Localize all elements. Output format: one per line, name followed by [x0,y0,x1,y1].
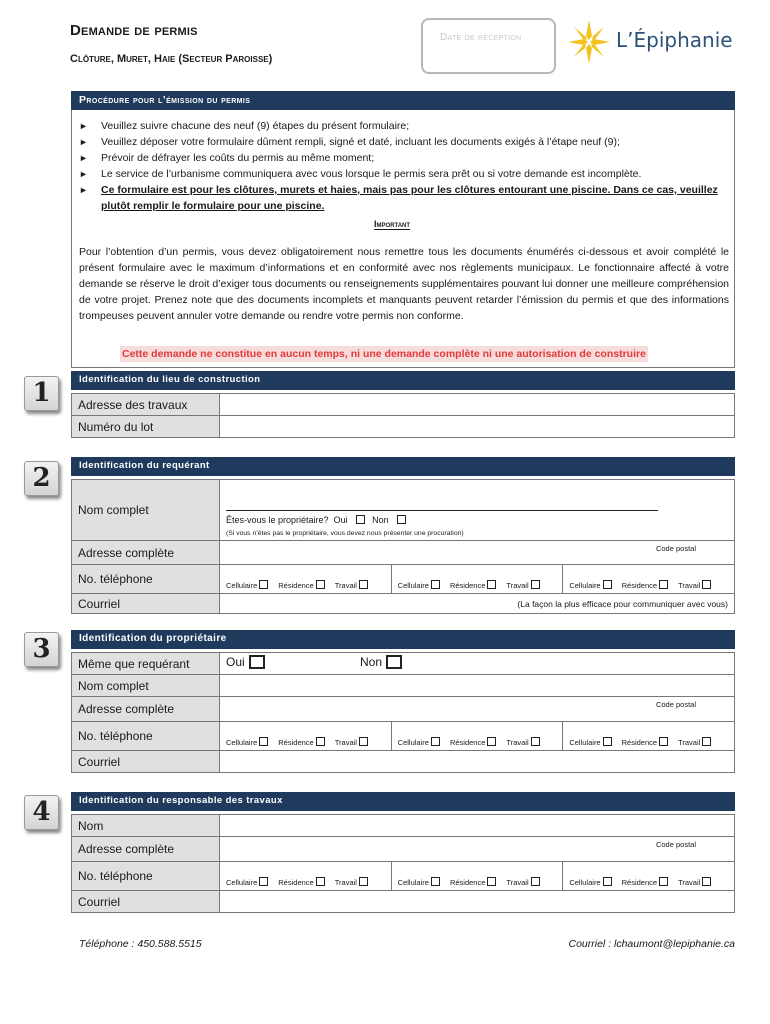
home-checkbox[interactable] [316,737,325,746]
arrow-bullet-icon: ► [79,153,88,163]
lot-number-field[interactable] [220,416,735,438]
step-number-2: 2 [24,461,59,496]
work-checkbox[interactable] [531,877,540,886]
home-checkbox[interactable] [487,737,496,746]
reception-date-box: Date de réception [421,18,556,74]
same-no-checkbox[interactable] [386,655,402,669]
arrow-bullet-icon: ► [79,121,88,131]
owner-question: Êtes-vous le propriétaire? Oui Non [226,515,406,525]
list-item: ► Veuillez déposer votre formulaire dûment rempli, signé et daté, incluant les documents exigés à l’étape neuf (9); [79,136,620,148]
section1-table [71,393,735,438]
cell-checkbox[interactable] [603,737,612,746]
list-item: ► Le service de l’urbanisme communiquera avec vous lorsque le permis sera prêt ou si votre demande est incomplète. [79,168,642,180]
owner-email-field[interactable] [220,751,735,773]
procedure-bullets [79,118,729,214]
contractor-name-label: Nom [72,815,220,837]
work-checkbox[interactable] [702,580,711,589]
list-item: ► Veuillez suivre chacune des neuf (9) étapes du présent formulaire; [79,120,410,132]
work-checkbox[interactable] [531,580,540,589]
home-checkbox[interactable] [487,580,496,589]
section3-header: Identification du propriétaire [71,630,735,649]
applicant-name-label: Nom complet [72,480,220,541]
work-address-field[interactable] [220,394,735,416]
applicant-address-label: Adresse complète [72,541,220,565]
work-address-label: Adresse des travaux [72,394,220,416]
owner-address-field[interactable] [220,697,735,722]
owner-phone-label: No. téléphone [72,722,220,751]
footer-phone: Téléphone : 450.588.5515 [79,938,202,950]
footer-email: Courriel : lchaumont@lepiphanie.ca [568,938,735,950]
owner-note: (Si vous n’êtes pas le propriétaire, vous devez nous présenter une procuration) [226,530,464,537]
contractor-phone-label: No. téléphone [72,862,220,891]
phone-cell[interactable]: Cellulaire Résidence Travail [392,722,564,750]
step-number-4: 4 [24,795,59,830]
owner-name-field[interactable] [220,675,735,697]
cell-checkbox[interactable] [431,877,440,886]
applicant-address-field[interactable] [220,541,735,565]
procedure-header: Procédure pour l’émission du permis [71,91,735,110]
contractor-address-label: Adresse complète [72,837,220,862]
phone-cell[interactable]: Cellulaire Résidence Travail [563,722,734,750]
same-yes-checkbox[interactable] [249,655,265,669]
cell-checkbox[interactable] [431,737,440,746]
cell-checkbox[interactable] [431,580,440,589]
cell-checkbox[interactable] [603,580,612,589]
arrow-bullet-icon: ► [79,137,88,147]
phone-cell[interactable]: Cellulaire Résidence Travail [220,862,392,890]
same-as-applicant-label: Même que requérant [72,653,220,675]
work-checkbox[interactable] [531,737,540,746]
phone-cell[interactable]: Cellulaire Résidence Travail [392,862,564,890]
contractor-phone-field[interactable] [220,862,735,891]
work-checkbox[interactable] [359,737,368,746]
applicant-phone-field[interactable] [220,565,735,594]
work-checkbox[interactable] [359,877,368,886]
applicant-email-field[interactable] [220,594,735,614]
phone-cell[interactable]: Cellulaire Résidence Travail [563,565,734,593]
phone-cell[interactable]: Cellulaire Résidence Travail [220,565,392,593]
logo-wordmark: L’Épiphanie [616,28,733,52]
cell-checkbox[interactable] [259,737,268,746]
important-heading: Important [374,219,411,229]
section2-table [71,479,735,614]
section4-header: Identification du responsable des travaux [71,792,735,811]
name-underline [226,510,658,511]
home-checkbox[interactable] [659,737,668,746]
home-checkbox[interactable] [316,580,325,589]
phone-cell[interactable]: Cellulaire Résidence Travail [563,862,734,890]
home-checkbox[interactable] [659,877,668,886]
same-as-applicant-field: Oui Non [220,653,735,675]
contractor-address-field[interactable] [220,837,735,862]
section3-table [71,652,735,773]
step-number-3: 3 [24,632,59,667]
home-checkbox[interactable] [659,580,668,589]
work-checkbox[interactable] [359,580,368,589]
owner-address-label: Adresse complète [72,697,220,722]
municipality-logo [566,18,738,68]
contractor-email-field[interactable] [220,891,735,913]
section2-header: Identification du requérant [71,457,735,476]
owner-phone-field[interactable] [220,722,735,751]
phone-cell[interactable]: Cellulaire Résidence Travail [392,565,564,593]
owner-no-checkbox[interactable] [397,515,406,524]
phone-cell[interactable]: Cellulaire Résidence Travail [220,722,392,750]
owner-name-label: Nom complet [72,675,220,697]
work-checkbox[interactable] [702,877,711,886]
section4-table [71,814,735,913]
postal-code-label: Code postal [655,840,696,849]
cell-checkbox[interactable] [259,877,268,886]
applicant-name-field[interactable] [220,480,735,541]
owner-email-label: Courriel [72,751,220,773]
step-number-1: 1 [24,376,59,411]
postal-code-label: Code postal [655,700,696,709]
arrow-bullet-icon: ► [79,169,88,179]
form-title: Demande de permis [70,22,198,39]
section1-header: Identification du lieu de construction [71,371,735,390]
sun-star-icon [566,18,612,66]
contractor-email-label: Courriel [72,891,220,913]
lot-number-label: Numéro du lot [72,416,220,438]
cell-checkbox[interactable] [259,580,268,589]
applicant-email-label: Courriel [72,594,220,614]
applicant-phone-label: No. téléphone [72,565,220,594]
procedure-paragraph: Pour l’obtention d’un permis, vous devez obligatoirement nous remettre tous les documents énumérés ci-dessous et avoir complété le présent formulaire avec le maximum d’informations et en conformité avec nos règlements municipaux. Le fonctionnaire affecté à votre demande se réserve le droit d’exiger tous documents ou renseignements supplémentaires pouvant lui donner une meilleure compréhension de votre projet. Prenez note que des documents incomplets et manquants peuvent retarder l’émission du permis et que des informations trompeuses peuvent annuler votre demande ou rendre votre permis non conforme. [79,246,729,322]
list-item: ► Ce formulaire est pour les clôtures, murets et haies, mais pas pour les clôtures entourant une piscine. Dans ce cas, veuillez plutôt remplir le formulaire pour une piscine. [79,184,718,212]
owner-yes-checkbox[interactable] [356,515,365,524]
contractor-name-field[interactable] [220,815,735,837]
home-checkbox[interactable] [316,877,325,886]
email-note: (La façon la plus efficace pour communiquer avec vous) [517,599,728,609]
cell-checkbox[interactable] [603,877,612,886]
postal-code-label: Code postal [655,544,696,553]
arrow-bullet-icon: ► [79,185,88,195]
work-checkbox[interactable] [702,737,711,746]
form-subtitle: Clôture, Muret, Haie (Secteur Paroisse) [70,53,273,65]
home-checkbox[interactable] [487,877,496,886]
warning-notice: Cette demande ne constitue en aucun temps, ni une demande complète ni une autorisation de construire [122,348,646,360]
list-item: ► Prévoir de défrayer les coûts du permis au même moment; [79,152,375,164]
